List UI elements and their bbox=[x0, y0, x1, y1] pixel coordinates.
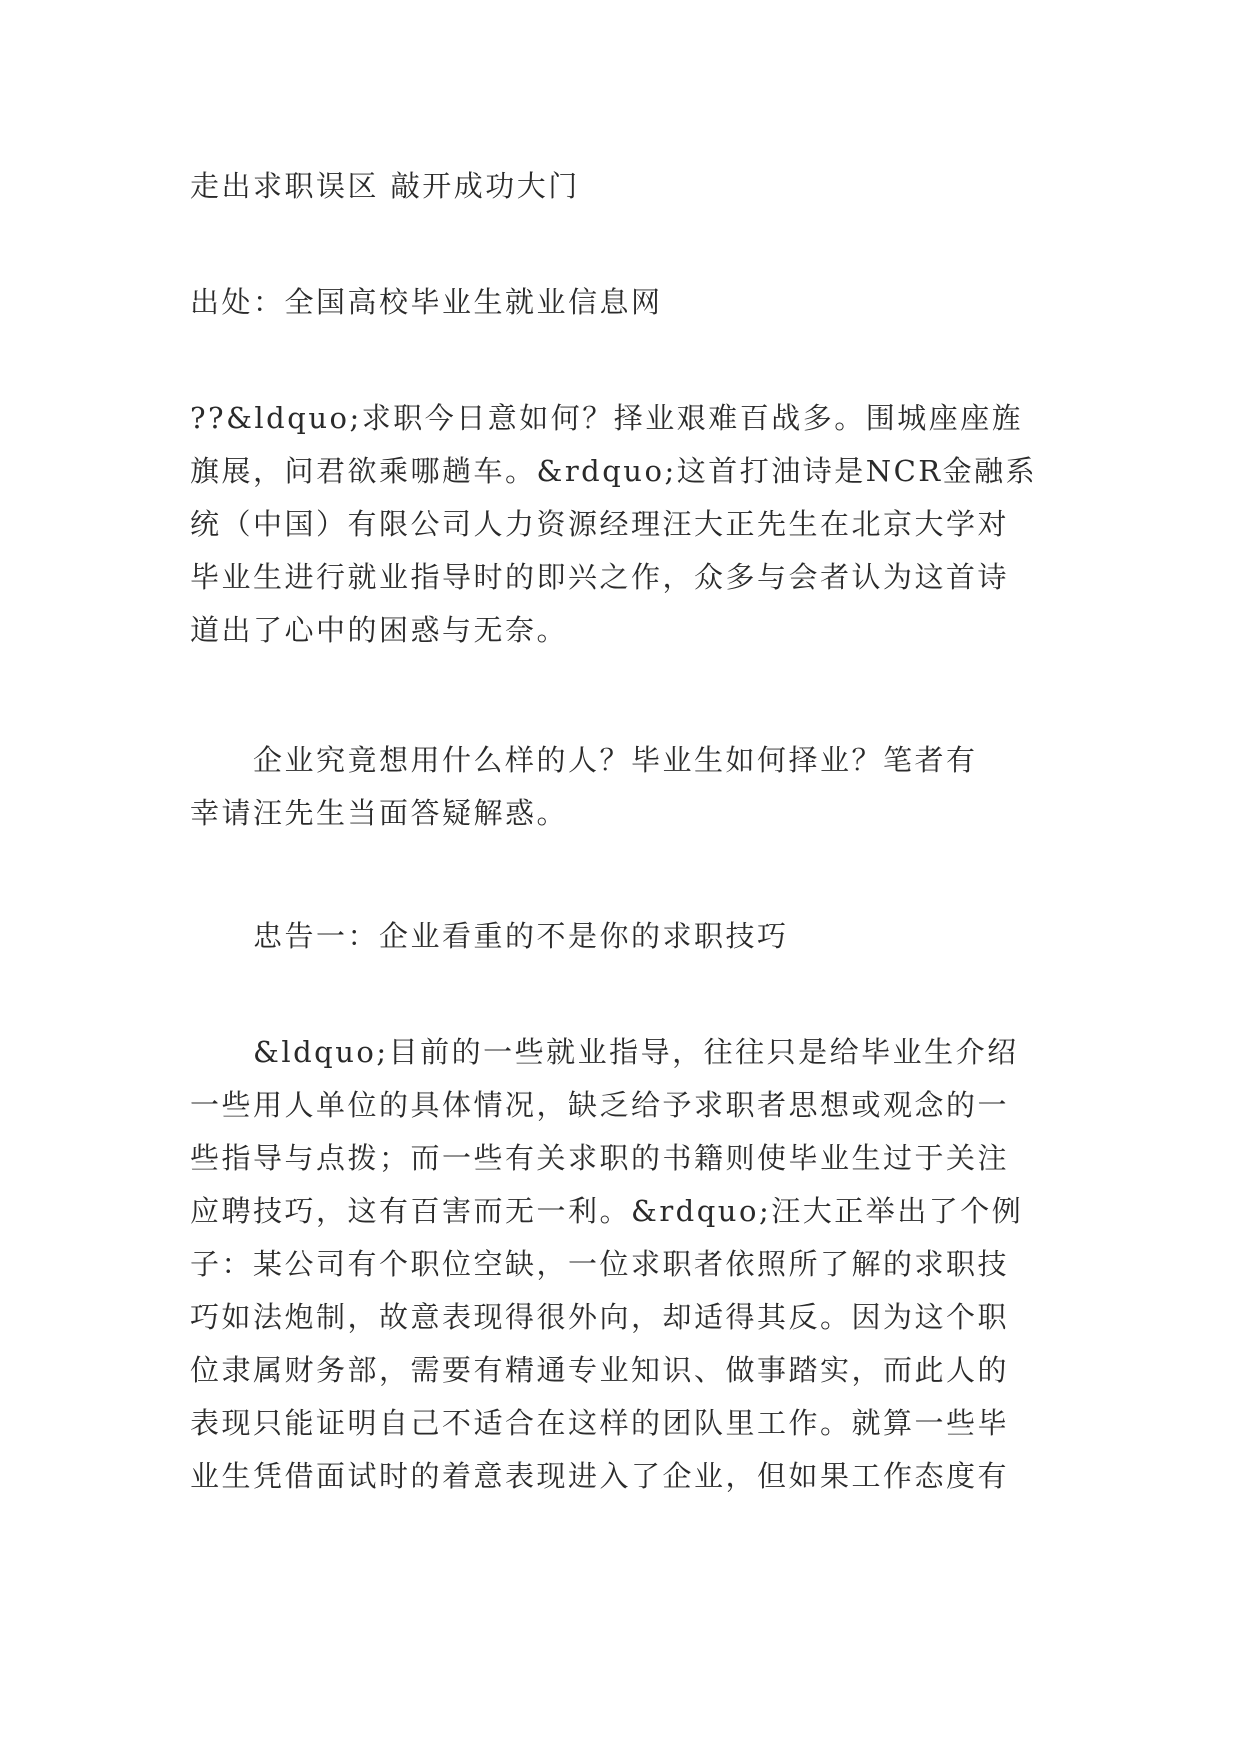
paragraph-line: 位隶属财务部，需要有精通专业知识、做事踏实，而此人的 bbox=[190, 1353, 1010, 1387]
paragraph-line: 巧如法炮制，故意表现得很外向，却适得其反。因为这个职 bbox=[190, 1300, 1010, 1334]
paragraph-line: ??&ldquo;求职今日意如何？择业艰难百战多。围城座座旌 bbox=[190, 401, 1024, 435]
paragraph-intro bbox=[190, 392, 1048, 657]
paragraph-line: 子：某公司有个职位空缺，一位求职者依照所了解的求职技 bbox=[190, 1247, 1010, 1281]
paragraph-line: 一些用人单位的具体情况，缺乏给予求职者思想或观念的一 bbox=[190, 1088, 1010, 1122]
paragraph-line: 毕业生进行就业指导时的即兴之作，众多与会者认为这首诗 bbox=[190, 560, 1010, 594]
paragraph-line: 业生凭借面试时的着意表现进入了企业，但如果工作态度有 bbox=[190, 1459, 1010, 1493]
paragraph-line: &ldquo;目前的一些就业指导，往往只是给毕业生介绍 bbox=[190, 1035, 1019, 1069]
paragraph-line: 些指导与点拨；而一些有关求职的书籍则使毕业生过于关注 bbox=[190, 1141, 1010, 1175]
source-line bbox=[190, 276, 1048, 329]
paragraph-line: 统（中国）有限公司人力资源经理汪大正先生在北京大学对 bbox=[190, 507, 1010, 541]
section-heading bbox=[190, 910, 1048, 963]
paragraph-question bbox=[190, 734, 1048, 840]
paragraph-line: 道出了心中的困惑与无奈。 bbox=[190, 613, 569, 647]
paragraph-advice bbox=[190, 1026, 1048, 1503]
paragraph-line: 表现只能证明自己不适合在这样的团队里工作。就算一些毕 bbox=[190, 1406, 1010, 1440]
paragraph-line: 幸请汪先生当面答疑解惑。 bbox=[190, 796, 569, 830]
paragraph-line: 企业究竟想用什么样的人？毕业生如何择业？笔者有 bbox=[190, 743, 978, 777]
source-text: 出处：全国高校毕业生就业信息网 bbox=[190, 285, 663, 319]
heading-text: 忠告一：企业看重的不是你的求职技巧 bbox=[190, 919, 789, 953]
title-line: 走出求职误区 敲开成功大门 bbox=[190, 169, 580, 203]
document-title bbox=[190, 160, 1048, 213]
paragraph-line: 旗展，问君欲乘哪趟车。&rdquo;这首打油诗是NCR金融系 bbox=[190, 454, 1038, 488]
paragraph-line: 应聘技巧，这有百害而无一利。&rdquo;汪大正举出了个例 bbox=[190, 1194, 1024, 1228]
